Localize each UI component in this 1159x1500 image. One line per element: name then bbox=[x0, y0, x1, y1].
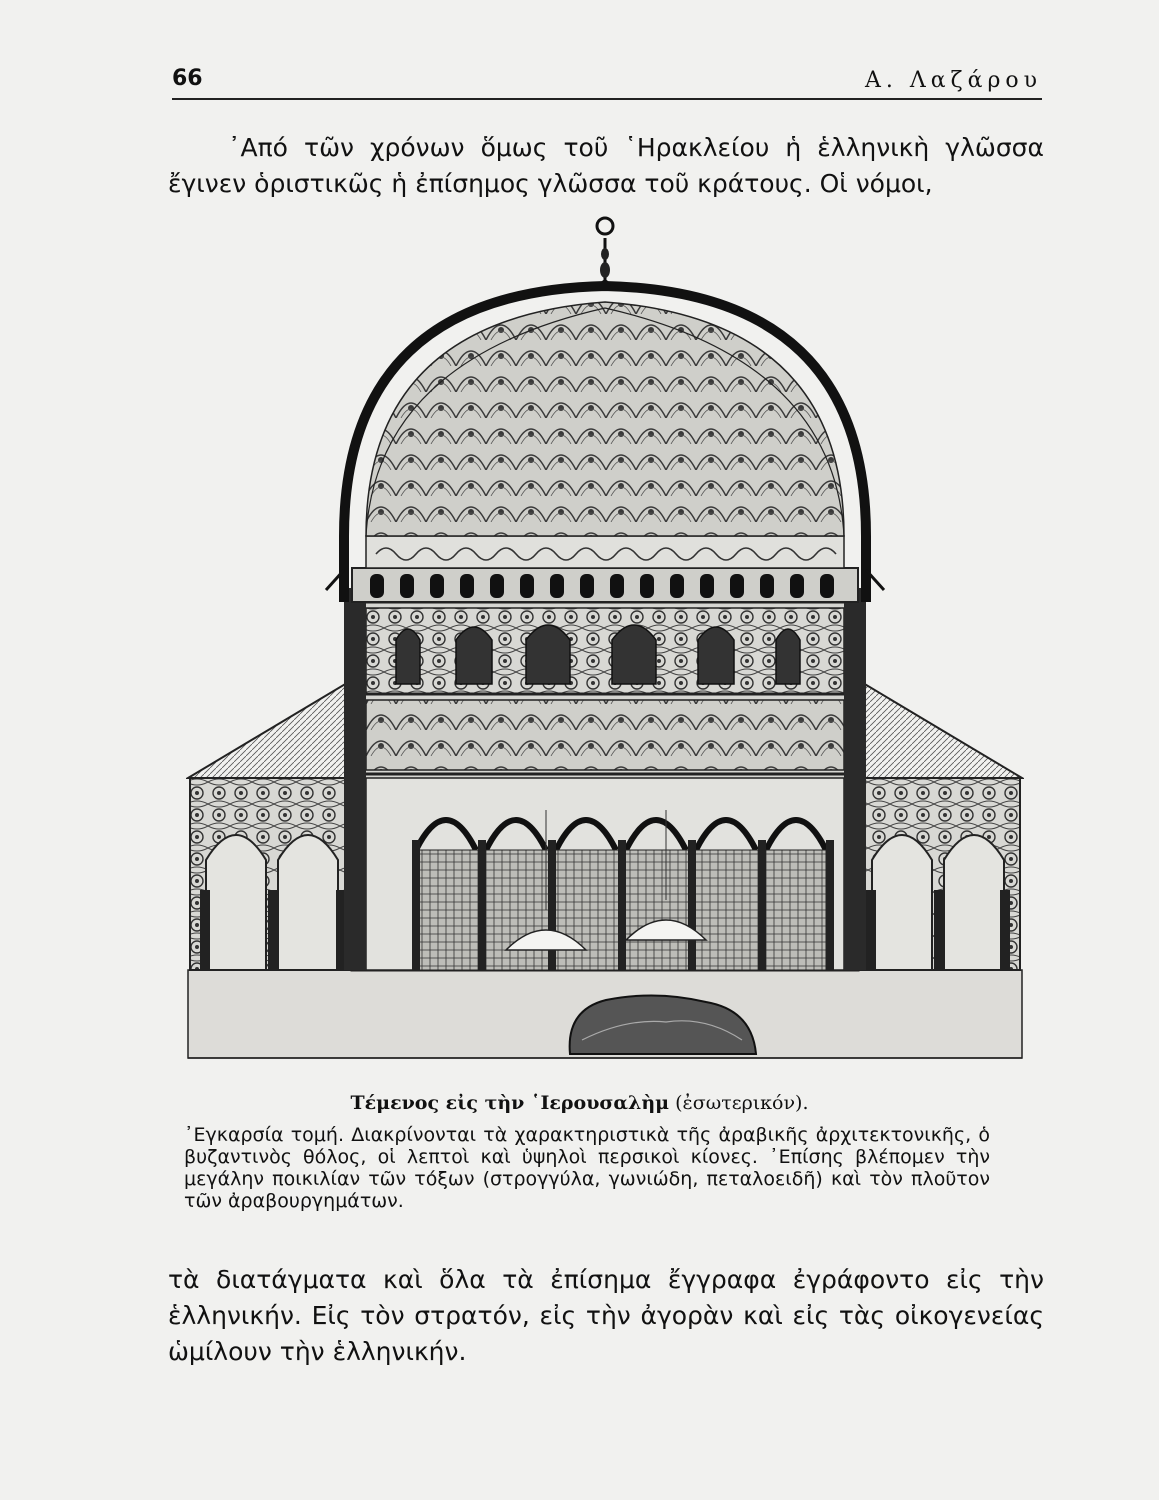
dome-interior bbox=[366, 302, 844, 536]
right-roof bbox=[858, 680, 1022, 778]
left-drum-wall bbox=[344, 588, 366, 970]
left-roof bbox=[188, 680, 352, 778]
figure-caption-title bbox=[0, 1092, 1159, 1114]
right-drum-wall bbox=[844, 588, 866, 970]
dome-cross-section-illustration bbox=[186, 210, 1024, 1070]
caption-title-bold: Τέμενος εἰς τὴν ῾Ιερουσαλὴμ bbox=[350, 1092, 670, 1114]
body-paragraph-top: ᾿Από τῶν χρόνων ὅμως τοῦ ῾Ηρακλείου ἡ ἑλληνικὴ γλῶσσα ἔγινεν ὁριστικῶς ἡ ἐπίσημος γλῶσσα τοῦ κράτους. Οἱ νόμοι, bbox=[168, 133, 1044, 198]
figure-caption-text: ᾿Εγκαρσία τομή. Διακρίνονται τὰ χαρακτηριστικὰ τῆς ἀραβικῆς ἀρχιτεκτονικῆς, ὁ βυζαντινὸς θόλος, οἱ λεπτοὶ καὶ ὑψηλοὶ περσικοὶ κίονες. ᾿Επίσης βλέπομεν τὴν μεγάλην ποικιλίαν τῶν τόξων (στρογγύλα, γωνιώδη, πεταλοειδῆ) καὶ τὸν πλοῦτον τῶν ἀραβουργημάτων. bbox=[184, 1124, 990, 1212]
page-header bbox=[172, 62, 1042, 102]
caption-title-rest: (ἐσωτερικόν). bbox=[675, 1092, 809, 1114]
body-paragraph-bottom: τὰ διατάγματα καὶ ὅλα τὰ ἐπίσημα ἔγγραφα ἐγράφοντο εἰς τὴν ἑλληνικήν. Εἰς τὸν στρατόν, εἰς τὴν ἀγορὰν καὶ εἰς τὰς οἰκογενείας ὡμίλουν τὴν ἑλληνικήν. bbox=[168, 1265, 1044, 1366]
page-number: 66 bbox=[172, 66, 203, 91]
header-rule bbox=[172, 98, 1042, 100]
running-head: Α. Λαζάρου bbox=[865, 68, 1042, 93]
crescent-finial bbox=[592, 218, 618, 290]
